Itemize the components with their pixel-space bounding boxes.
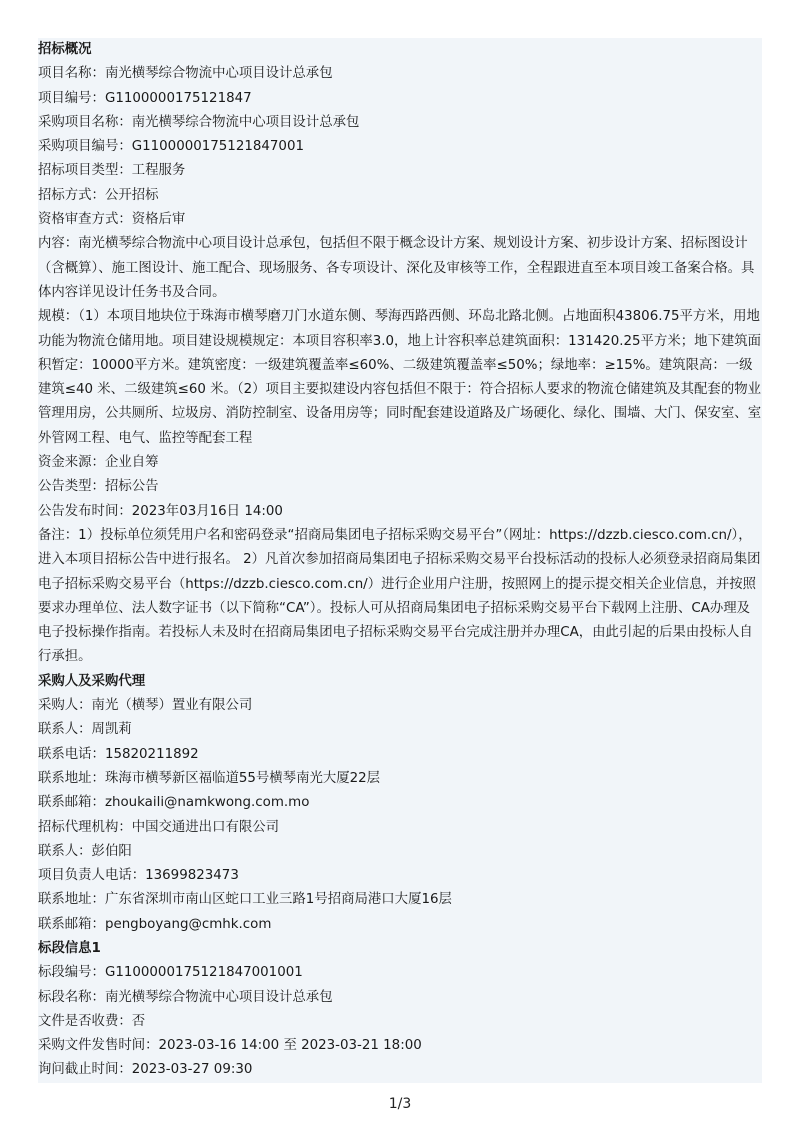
section-heading: 标段信息1 — [38, 940, 101, 956]
notice-type: 公告类型：招标公告 — [38, 479, 159, 495]
page-number: 1/3 — [388, 1096, 412, 1112]
section-name: 标段名称：南光横琴综合物流中心项目设计总承包 — [38, 989, 333, 1005]
publish-time: 公告发布时间：2023年03月16日 14:00 — [38, 503, 283, 519]
fund-source: 资金来源：企业自筹 — [38, 455, 159, 471]
project-name: 项目名称：南光横琴综合物流中心项目设计总承包 — [38, 66, 333, 82]
buyer-email: 联系邮箱：zhoukaili@namkwong.com.mo — [38, 795, 310, 811]
project-type: 招标项目类型：工程服务 — [38, 163, 186, 179]
scale-description: 规模：（1）本项目地块位于珠海市横琴磨刀门水道东侧、琴海西路西侧、环岛北路北侧。占地面积43806.75平方米，用地功能为物流仓储用地。项目建设规模规定：本项目容积率3.0，地上计容积率总建筑面积：131420.25平方米；地下建筑面积暂定：10000平方米。建筑密度：一级建筑覆盖率≤60%、二级建筑覆盖率≤50%；绿地率：≥15%。建筑限高：一级建筑≤40 米、二级建筑≤60 米。（2）项目主要拟建设内容包括但不限于：符合招标人要求的物流仓储建筑及其配套的物业管理用房，公共厕所、垃圾房、消防控制室、设备用房等；同时配套建设道路及广场硬化、绿化、围墙、大门、保安室、室外管网工程、电气、监控等配套工程 — [38, 309, 762, 446]
buyer-contact: 联系人：周凯莉 — [38, 722, 132, 738]
qualification-review: 资格审查方式：资格后审 — [38, 212, 186, 228]
purchase-project-name: 采购项目名称：南光横琴综合物流中心项目设计总承包 — [38, 114, 360, 130]
agency-contact: 联系人：彭伯阳 — [38, 843, 132, 859]
agency-phone: 项目负责人电话：13699823473 — [38, 868, 239, 884]
sale-time: 采购文件发售时间：2023-03-16 14:00 至 2023-03-21 18:00 — [38, 1038, 422, 1054]
inquiry-deadline: 询问截止时间：2023-03-27 09:30 — [38, 1062, 253, 1078]
buyer-phone: 联系电话：15820211892 — [38, 746, 199, 762]
announcement-body — [38, 38, 762, 1083]
agent-heading: 采购人及采购代理 — [38, 673, 146, 689]
project-number: 项目编号：G1100000175121847 — [38, 90, 252, 106]
overview-heading: 招标概况 — [38, 42, 92, 57]
purchase-project-number: 采购项目编号：G1100000175121847001 — [38, 139, 304, 155]
section-number: 标段编号：G1100000175121847001001 — [38, 965, 303, 981]
buyer-address: 联系地址：珠海市横琴新区福临道55号横琴南光大厦22层 — [38, 770, 381, 786]
agency-address: 联系地址：广东省深圳市南山区蛇口工业三路1号招商局港口大厦16层 — [38, 892, 452, 908]
remark: 备注：1）投标单位须凭用户名和密码登录“招商局集团电子招标采购交易平台”（网址：https://dzzb.ciesco.com.cn/），进入本项目招标公告中进行报名。 2）凡首次参加招商局集团电子招标采购交易平台投标活动的投标人必须登录招商局集团电子招标采购交易平台（https://dzzb.ciesco.com.cn/）进行企业用户注册，按照网上的提示提交相关企业信息，并按照要求办理单位、法人数字证书（以下简称“CA”）。投标人可从招商局集团电子招标采购交易平台下载网上注册、CA办理及电子投标操作指南。若投标人未及时在招商局集团电子招标采购交易平台完成注册并办理CA，由此引起的后果由投标人自行承担。 — [38, 527, 761, 665]
content-description: 内容：南光横琴综合物流中心项目设计总承包，包括但不限于概念设计方案、规划设计方案、初步设计方案、招标图设计（含概算）、施工图设计、施工配合、现场服务、各专项设计、深化及审核等工作，全程跟进直至本项目竣工备案合格。具体内容详见设计任务书及合同。 — [38, 236, 755, 300]
agency-email: 联系邮箱：pengboyang@cmhk.com — [38, 916, 272, 932]
agency: 招标代理机构：中国交通进出口有限公司 — [38, 819, 280, 835]
fee-status: 文件是否收费：否 — [38, 1013, 146, 1029]
bid-method: 招标方式：公开招标 — [38, 187, 159, 203]
buyer: 采购人：南光（横琴）置业有限公司 — [38, 698, 253, 714]
